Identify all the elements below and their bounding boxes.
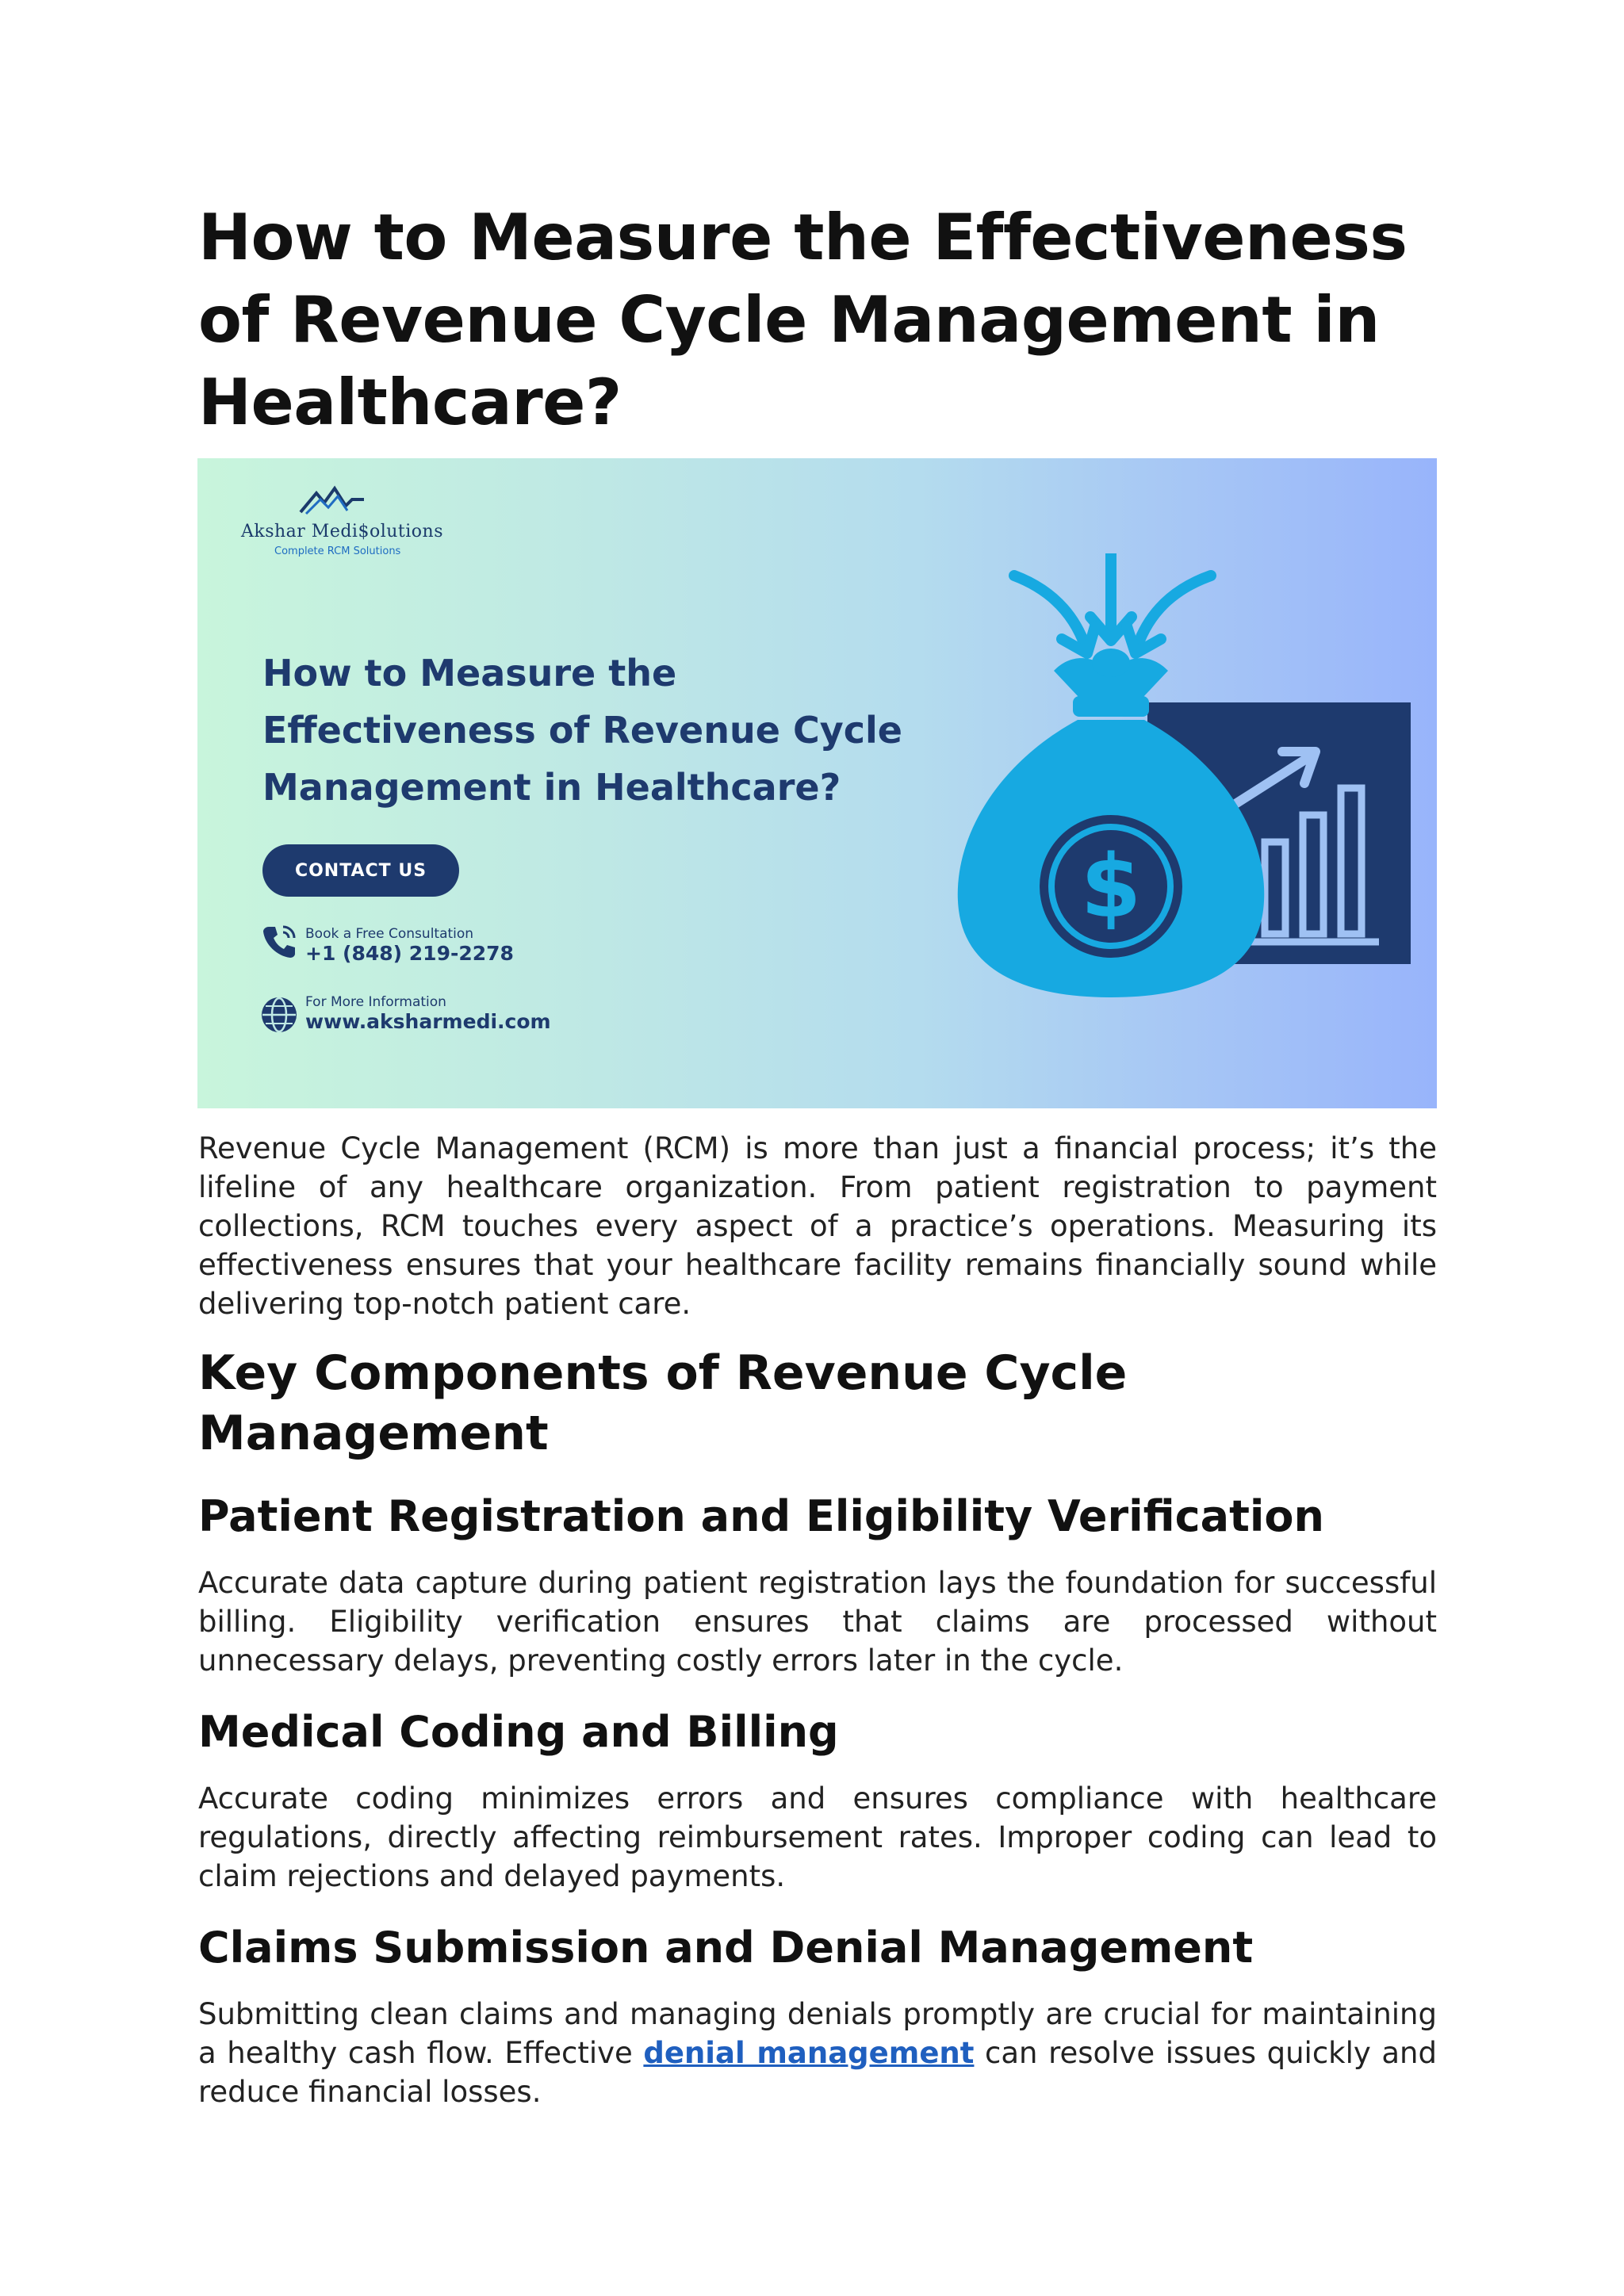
intro-paragraph: Revenue Cycle Management (RCM) is more than just a financial process; it’s the lifeline of any healthcare organization. From patient registration to payment collections, RCM touches every aspect of a practice’s operations. Measuring its effectiveness ensures that your healthcare facility remains financially sound while delivering top-notch patient care. xyxy=(198,1131,1437,1321)
subsection-paragraph: Accurate coding minimizes errors and ensures compliance with healthcare regulations, directly affecting reimbursement rates. Improper coding can lead to claim rejections and delayed payments. xyxy=(198,1781,1437,1893)
banner-heading xyxy=(262,645,976,816)
web-label: For More Information xyxy=(305,994,446,1010)
phone-number[interactable]: +1 (848) 219-2278 xyxy=(305,942,514,965)
subsection-heading: Medical Coding and Billing xyxy=(198,1707,839,1757)
subsection-heading: Claims Submission and Denial Management xyxy=(198,1923,1254,1973)
subsection-paragraph xyxy=(198,1995,1437,2111)
denial-management-link[interactable]: denial management xyxy=(643,2036,975,2070)
banner-heading-line: Management in Healthcare? xyxy=(262,766,841,809)
article-title: How to Measure the Effectiveness of Revenue Cycle Management in Healthcare? xyxy=(198,201,1408,439)
logo-mark-icon xyxy=(297,482,368,518)
arrow-down-icon xyxy=(1014,576,1095,653)
web-address[interactable]: www.aksharmedi.com xyxy=(305,1010,551,1033)
contact-us-button[interactable]: CONTACT US xyxy=(262,844,459,897)
paragraph-text: can resolve issues quickly and reduce financial losses. xyxy=(198,2036,1437,2109)
currency-symbol: $ xyxy=(1080,836,1142,937)
money-bag-icon xyxy=(958,649,1265,997)
hero-banner xyxy=(197,458,1437,1108)
banner-heading-line: Effectiveness of Revenue Cycle xyxy=(262,709,902,752)
paragraph-text: Submitting clean claims and managing denials promptly are crucial for maintaining a healthy cash flow. Effective xyxy=(198,1997,1437,2070)
subsection-paragraph: Accurate data capture during patient registration lays the foundation for successful billing. Eligibility verification ensures that claims are processed without unnecessary delays, preventing costly errors later in the cycle. xyxy=(198,1566,1437,1678)
banner-heading-line: How to Measure the xyxy=(262,652,677,695)
phone-label: Book a Free Consultation xyxy=(305,926,474,942)
subsection-heading: Patient Registration and Eligibility Verification xyxy=(198,1491,1324,1541)
money-bag-growth-illustration xyxy=(895,553,1419,1061)
arrow-down-icon xyxy=(1127,576,1211,653)
company-logo xyxy=(241,482,471,569)
section-heading: Key Components of Revenue Cycle Management xyxy=(198,1345,1128,1461)
phone-icon xyxy=(259,922,299,962)
globe-icon xyxy=(259,995,299,1035)
logo-name: Akshar Medi$olutions xyxy=(241,522,443,541)
logo-tagline: Complete RCM Solutions xyxy=(274,545,401,557)
